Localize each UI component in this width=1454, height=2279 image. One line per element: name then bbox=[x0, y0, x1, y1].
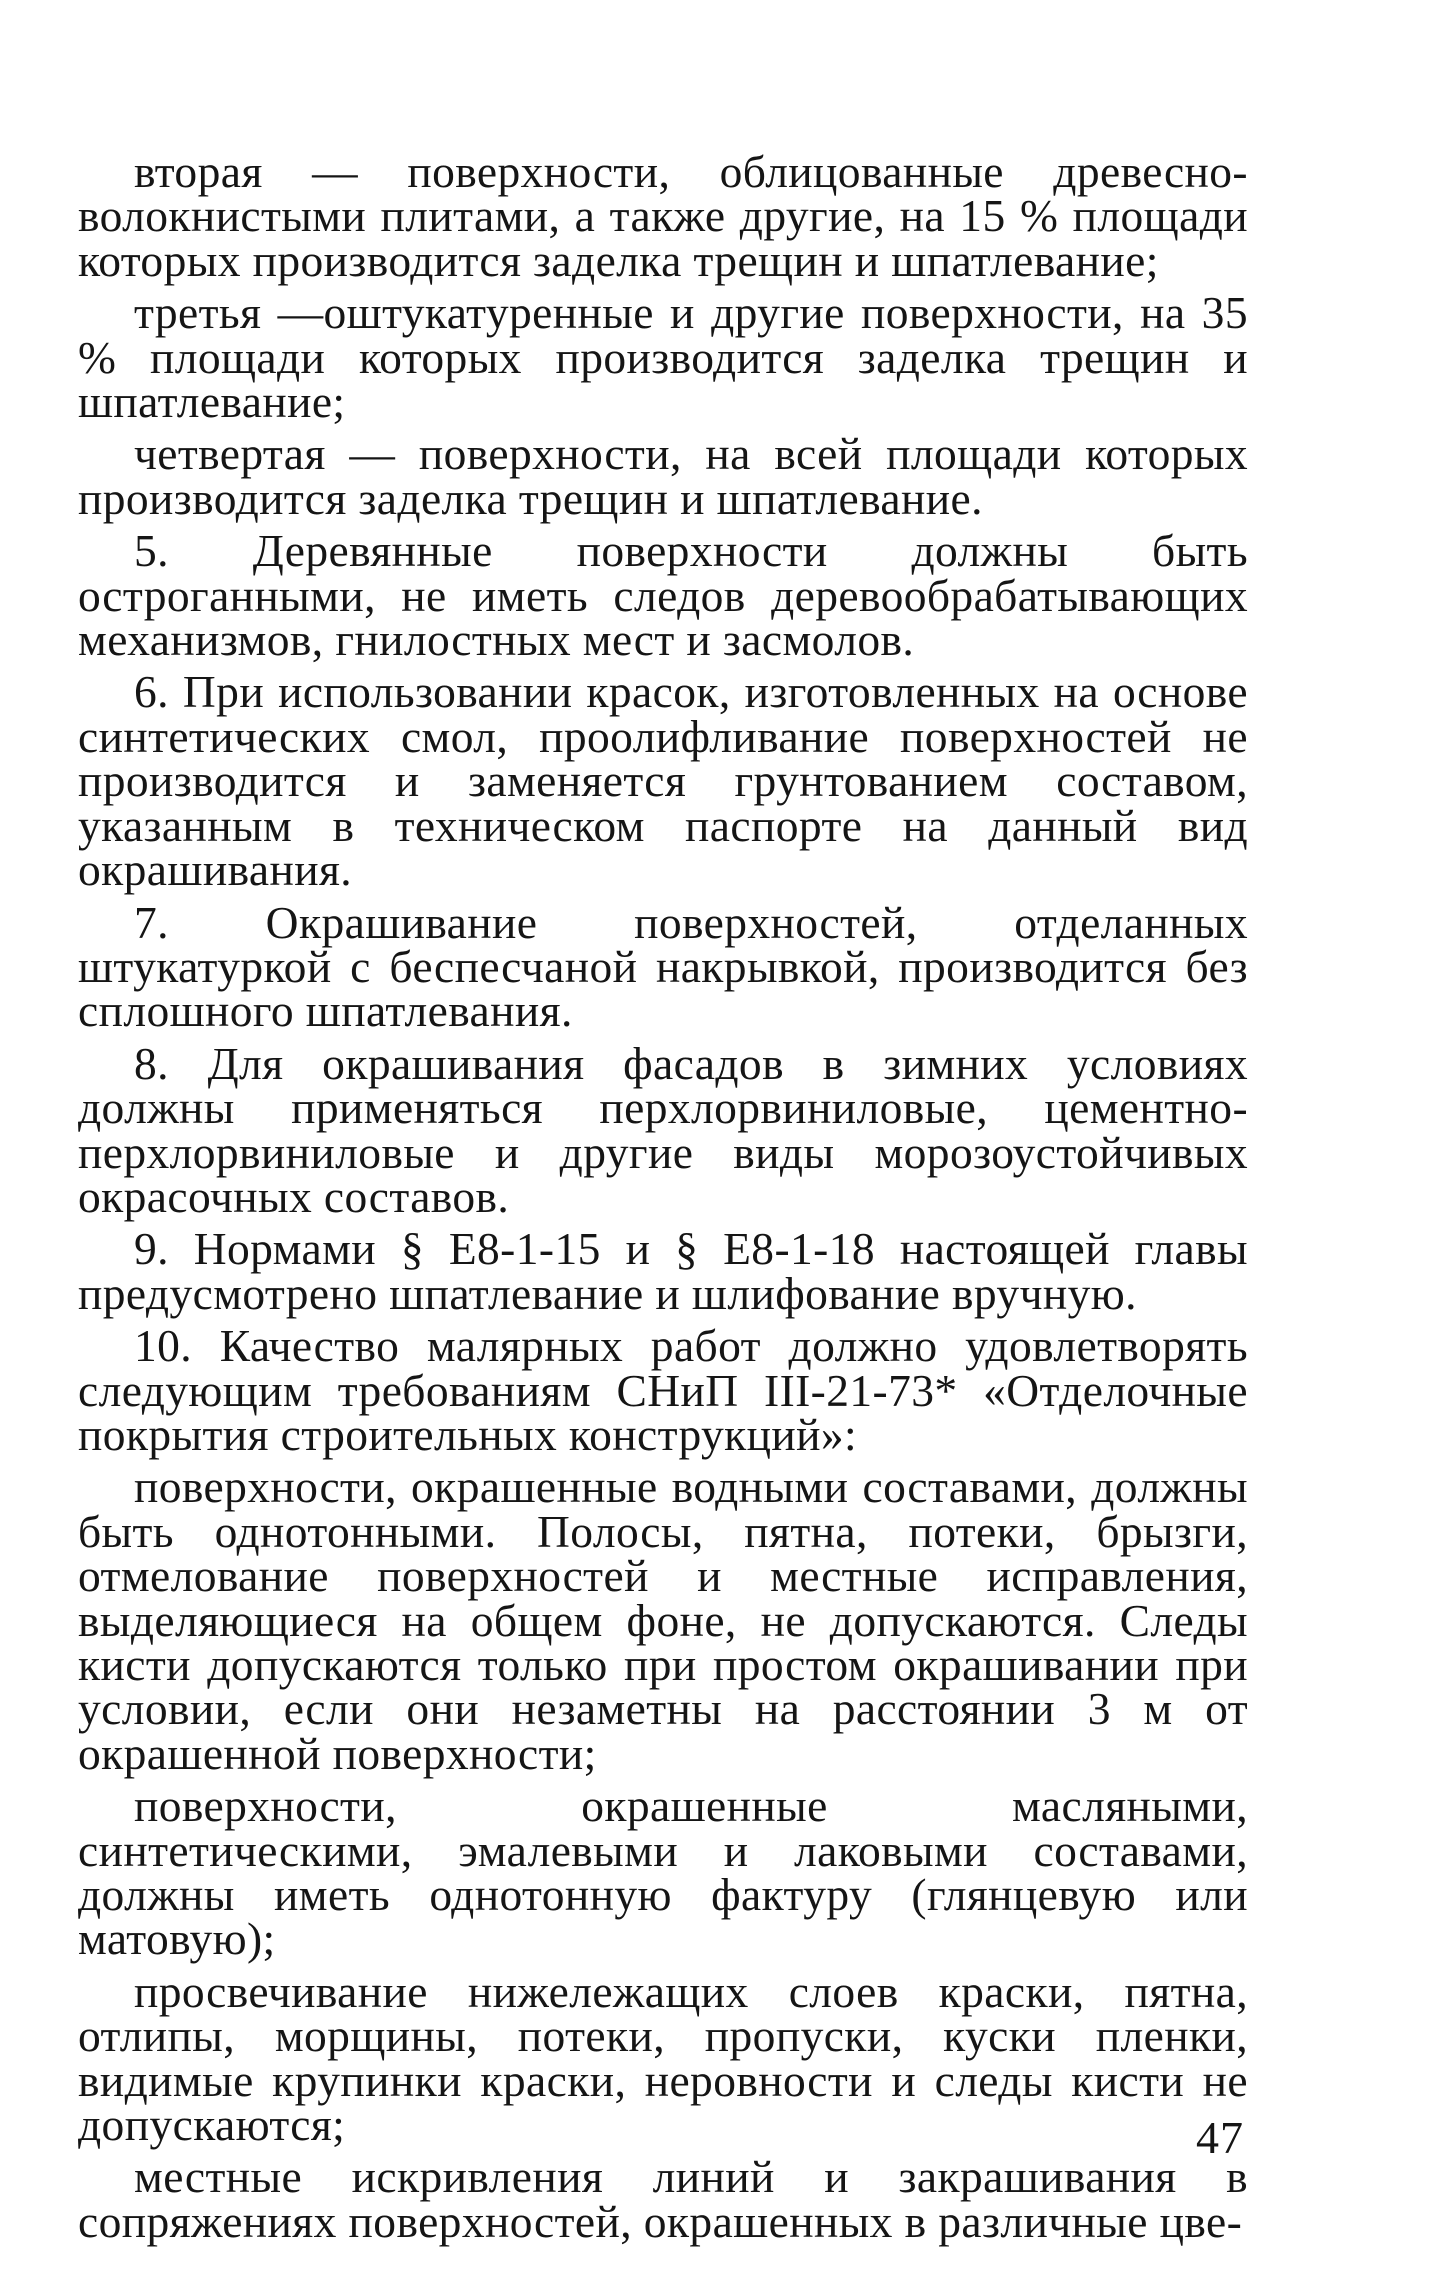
page-number: 47 bbox=[1196, 2112, 1244, 2163]
paragraph: 10. Качество малярных работ должно удовлетворять следующим требованиям СНиП III-21-73* «Отделочные покрытия строительных конструкций»: bbox=[78, 1320, 1248, 1460]
paragraph: просвечивание нижележащих слоев краски, пятна, отлипы, морщины, потеки, пропуски, куски пленки, видимые крупинки краски, неровности и следы кисти не допускаются; bbox=[78, 1965, 1248, 2151]
paragraph: 8. Для окрашивания фасадов в зимних условиях должны применяться перхлорвиниловые, цементно-перхлорвиниловые и другие виды морозоустойчивых окрасочных составов. bbox=[78, 1037, 1248, 1222]
paragraph: третья —оштукатуренные и другие поверхности, на 35 % площади которых производится заделка трещин и шпатлевание; bbox=[78, 287, 1248, 428]
paragraph: вторая — поверхности, облицованные древесно-волокнистыми плитами, а также другие, на 15 % площади которых производится заделка трещин и шпатлевание; bbox=[78, 146, 1248, 286]
paragraph: 5. Деревянные поверхности должны быть остроганными, не иметь следов деревообрабатывающих механизмов, гнилостных мест и засмолов. bbox=[78, 525, 1248, 666]
paragraph: 7. Окрашивание поверхностей, отделанных штукатуркой с беспесчаной накрывкой, производится без сплошного шпатлевания. bbox=[78, 896, 1248, 1037]
paragraph: поверхности, окрашенные водными составами, должны быть однотонными. Полосы, пятна, потеки, брызги, отмелование поверхностей и местные исправления, выделяющиеся на общем фоне, не допускаются. Следы кисти допускаются только при простом окрашивании при условии, если они незаметны на расстоянии 3 м от окрашенной поверхности; bbox=[78, 1461, 1248, 1779]
paragraph: 9. Нормами § Е8-1-15 и § Е8-1-18 настоящей главы предусмотрено шпатлевание и шлифование вручную. bbox=[78, 1223, 1248, 1319]
paragraph: четвертая — поверхности, на всей площади которых производится заделка трещин и шпатлевание. bbox=[78, 428, 1248, 524]
paragraph: местные искривления линий и закрашивания в сопряжениях поверхностей, окрашенных в различные цве- bbox=[78, 2151, 1248, 2247]
paragraph: поверхности, окрашенные масляными, синтетическими, эмалевыми и лаковыми составами, должны иметь однотонную фактуру (глянцевую или матовую); bbox=[78, 1780, 1248, 1965]
paragraph: 6. При использовании красок, изготовленных на основе синтетических смол, проолифливание поверхностей не производится и заменяется грунтованием составом, указанным в техническом паспорте на данный вид окрашивания. bbox=[78, 666, 1248, 896]
page-body bbox=[78, 146, 1248, 2252]
